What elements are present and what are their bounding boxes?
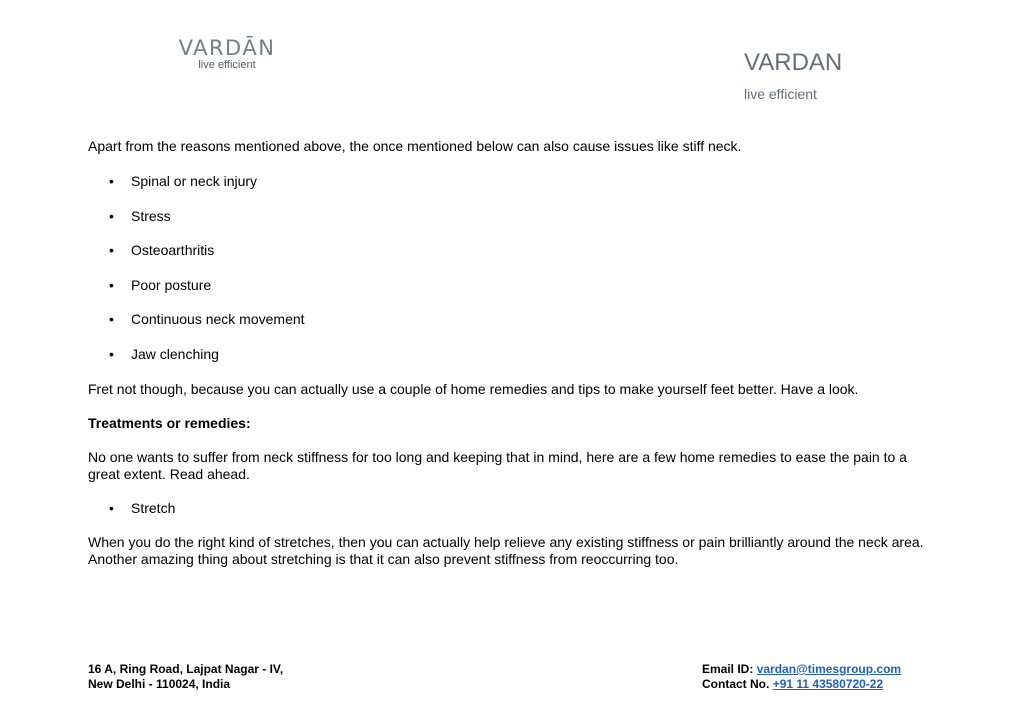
- bullet-icon: •: [109, 311, 114, 328]
- list-item: • Poor posture: [109, 276, 212, 293]
- email-label: Email ID:: [702, 662, 754, 676]
- footer-contact: [702, 662, 901, 692]
- treatments-heading: Treatments or remedies:: [88, 414, 251, 431]
- header-brand-block: [744, 48, 842, 104]
- remedies-list: [88, 500, 938, 517]
- logo-tagline: live efficient: [198, 59, 256, 71]
- stretch-paragraph: When you do the right kind of stretches, then you can actually help relieve any existing stiffness or pain brilliantly around the neck area. Another amazing thing about stretching is that it can also prevent stiffness from reoccurring too.: [88, 534, 924, 568]
- phone-link[interactable]: +91 11 43580720-22: [772, 677, 884, 691]
- causes-list: [88, 173, 938, 363]
- document-body: [88, 138, 938, 568]
- address-line: New Delhi - 110024, India: [88, 677, 231, 691]
- bullet-icon: •: [109, 499, 114, 516]
- bullet-icon: •: [109, 242, 114, 259]
- header-brand: VARDAN: [744, 49, 843, 76]
- intro-paragraph: Apart from the reasons mentioned above, the once mentioned below can also cause issues like stiff neck.: [88, 138, 742, 154]
- list-item: • Stress: [109, 207, 171, 224]
- address-line: 16 A, Ring Road, Lajpat Nagar - IV,: [88, 662, 284, 676]
- bullet-icon: •: [109, 173, 114, 189]
- list-item: • Osteoarthritis: [109, 242, 215, 259]
- bullet-icon: •: [109, 345, 114, 362]
- phone-line: [702, 677, 901, 692]
- logo-brand: VARDĀN: [178, 36, 276, 60]
- list-item: • Jaw clenching: [109, 345, 219, 362]
- header-tagline: live efficient: [744, 86, 817, 102]
- vardan-logo: [176, 36, 278, 72]
- contact-label: Contact No.: [702, 677, 770, 691]
- email-link[interactable]: vardan@timesgroup.com: [756, 662, 902, 676]
- bullet-icon: •: [109, 207, 114, 224]
- bullet-icon: •: [109, 276, 114, 293]
- list-item: • Stretch: [109, 499, 176, 516]
- treatments-intro: No one wants to suffer from neck stiffness for too long and keeping that in mind, here are a few home remedies to ease the pain to a great extent. Read ahead.: [88, 448, 907, 482]
- list-item: • Spinal or neck injury: [109, 173, 258, 189]
- email-line: [702, 662, 901, 677]
- fret-paragraph: Fret not though, because you can actually use a couple of home remedies and tips to make yourself feet better. Have a look.: [88, 380, 859, 397]
- list-item: • Continuous neck movement: [109, 311, 305, 328]
- footer-address: [88, 662, 283, 692]
